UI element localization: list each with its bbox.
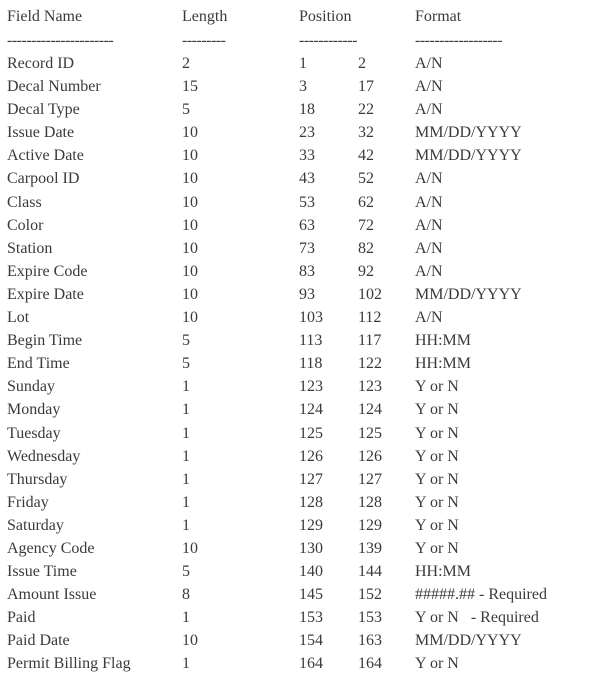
cell-length: 10 [182, 262, 198, 280]
cell-length: 10 [182, 124, 198, 142]
cell-length: 1 [182, 516, 190, 534]
cell-position-end: 163 [358, 632, 382, 650]
cell-length: 2 [182, 55, 190, 72]
cell-format: MM/DD/YYYY [415, 124, 522, 142]
cell-position-end: 144 [358, 563, 382, 581]
cell-position-start: 53 [299, 193, 315, 211]
table-row [0, 606, 601, 629]
cell-position-end: 124 [358, 401, 382, 419]
cell-position-start: 73 [299, 239, 315, 257]
cell-field-name: Tuesday [7, 424, 61, 442]
header-position: Position [299, 8, 352, 25]
cell-format: Y or N [415, 378, 459, 396]
table-row [0, 422, 601, 445]
cell-position-end: 128 [358, 493, 382, 511]
cell-position-end: 22 [358, 101, 374, 119]
cell-length: 1 [182, 447, 190, 465]
cell-position-start: 93 [299, 285, 315, 303]
cell-length: 8 [182, 586, 190, 604]
cell-field-name: Paid Date [7, 632, 70, 650]
cell-format: A/N [415, 262, 443, 280]
table-row [0, 191, 601, 214]
table-row [0, 375, 601, 398]
cell-field-name: Permit Billing Flag [7, 655, 131, 673]
table-row [0, 121, 601, 144]
cell-length: 10 [182, 309, 198, 327]
cell-length: 1 [182, 655, 190, 673]
cell-field-name: Wednesday [7, 447, 81, 465]
cell-format: Y or N [415, 470, 459, 488]
cell-position-end: 82 [358, 239, 374, 257]
separator-format: ------------------ [415, 32, 502, 49]
cell-format: A/N [415, 78, 443, 96]
cell-format: Y or N [415, 447, 459, 465]
cell-position-end: 62 [358, 193, 374, 211]
cell-position-end: 125 [358, 424, 382, 442]
cell-position-end: 72 [358, 216, 374, 234]
cell-field-name: Decal Type [7, 101, 80, 119]
cell-length: 5 [182, 355, 190, 373]
cell-field-name: Amount Issue [7, 586, 97, 604]
header-format: Format [415, 8, 462, 25]
cell-field-name: Expire Code [7, 262, 88, 280]
cell-field-name: Station [7, 239, 53, 257]
cell-field-name: Thursday [7, 470, 68, 488]
cell-position-end: 126 [358, 447, 382, 465]
cell-position-start: 103 [299, 309, 323, 327]
header-length: Length [182, 8, 228, 25]
cell-field-name: Monday [7, 401, 61, 419]
cell-length: 1 [182, 378, 190, 396]
cell-format: A/N [415, 309, 443, 327]
cell-length: 1 [182, 424, 190, 442]
cell-format: MM/DD/YYYY [415, 632, 522, 650]
cell-position-start: 113 [299, 332, 323, 350]
cell-position-start: 125 [299, 424, 323, 442]
cell-field-name: End Time [7, 355, 70, 373]
cell-position-start: 128 [299, 493, 323, 511]
cell-format: Y or N [415, 424, 459, 442]
cell-format: HH:MM [415, 332, 472, 350]
cell-format: Y or N [415, 401, 459, 419]
cell-field-name: Begin Time [7, 332, 83, 350]
cell-position-start: 83 [299, 262, 315, 280]
cell-format: MM/DD/YYYY [415, 285, 522, 303]
cell-format: Y or N [415, 655, 459, 673]
cell-length: 1 [182, 493, 190, 511]
separator-field-name: ---------------------- [7, 32, 114, 49]
cell-format: A/N [415, 216, 443, 234]
cell-field-name: Saturday [7, 516, 64, 534]
table-row [0, 75, 601, 98]
cell-position-end: 129 [358, 516, 382, 534]
cell-position-end: 127 [358, 470, 382, 488]
cell-position-start: 153 [299, 609, 323, 627]
cell-field-name: Agency Code [7, 539, 95, 557]
cell-field-name: Issue Date [7, 124, 75, 142]
cell-length: 10 [182, 239, 198, 257]
cell-position-end: 92 [358, 262, 374, 280]
table-row [0, 167, 601, 190]
cell-field-name: Issue Time [7, 563, 77, 581]
cell-position-start: 130 [299, 539, 323, 557]
cell-length: 5 [182, 332, 190, 350]
cell-position-start: 145 [299, 586, 323, 604]
cell-length: 1 [182, 609, 190, 627]
table-row [0, 652, 601, 675]
cell-field-name: Paid [7, 609, 36, 627]
cell-position-start: 123 [299, 378, 323, 396]
table-row [0, 329, 601, 352]
cell-field-name: Lot [7, 309, 30, 327]
cell-format: A/N [415, 193, 443, 211]
cell-field-name: Decal Number [7, 78, 101, 96]
table-row [0, 445, 601, 468]
cell-format: Y or N [415, 493, 459, 511]
cell-field-name: Sunday [7, 378, 55, 396]
table-row [0, 283, 601, 306]
cell-position-end: 112 [358, 309, 382, 327]
cell-position-end: 102 [358, 285, 382, 303]
cell-position-end: 32 [358, 124, 374, 142]
cell-position-end: 42 [358, 147, 374, 165]
cell-field-name: Carpool ID [7, 170, 80, 188]
table-row [0, 583, 601, 606]
cell-position-start: 43 [299, 170, 315, 188]
separator-length: --------- [182, 32, 226, 49]
cell-format: HH:MM [415, 355, 472, 373]
cell-position-start: 154 [299, 632, 323, 650]
cell-length: 10 [182, 147, 198, 165]
cell-length: 15 [182, 78, 198, 96]
cell-field-name: Expire Date [7, 285, 84, 303]
cell-format: A/N [415, 239, 443, 257]
cell-position-end: 164 [358, 655, 382, 673]
cell-length: 10 [182, 539, 198, 557]
table-header [0, 6, 601, 28]
table-row [0, 629, 601, 652]
table-row [0, 352, 601, 375]
cell-position-start: 33 [299, 147, 315, 165]
table-row [0, 560, 601, 583]
cell-format: A/N [415, 55, 443, 72]
cell-position-start: 164 [299, 655, 323, 673]
cell-length: 10 [182, 632, 198, 650]
table-row [0, 98, 601, 121]
table-row [0, 214, 601, 237]
cell-format: MM/DD/YYYY [415, 147, 522, 165]
cell-length: 10 [182, 170, 198, 188]
cell-position-end: 122 [358, 355, 382, 373]
cell-position-start: 129 [299, 516, 323, 534]
cell-position-start: 3 [299, 78, 307, 96]
cell-position-end: 2 [358, 55, 366, 72]
cell-length: 10 [182, 216, 198, 234]
cell-field-name: Friday [7, 493, 49, 511]
cell-position-end: 123 [358, 378, 382, 396]
cell-position-start: 126 [299, 447, 323, 465]
cell-format: A/N [415, 101, 443, 119]
cell-position-start: 1 [299, 55, 307, 72]
cell-position-start: 23 [299, 124, 315, 142]
cell-position-start: 124 [299, 401, 323, 419]
table-row [0, 468, 601, 491]
table-row [0, 306, 601, 329]
cell-position-end: 17 [358, 78, 374, 96]
cell-length: 10 [182, 193, 198, 211]
cell-field-name: Active Date [7, 147, 84, 165]
cell-position-start: 18 [299, 101, 315, 119]
cell-position-end: 52 [358, 170, 374, 188]
table-row [0, 260, 601, 283]
table-row [0, 52, 601, 75]
cell-position-start: 63 [299, 216, 315, 234]
cell-format: HH:MM [415, 563, 472, 581]
cell-position-end: 117 [358, 332, 382, 350]
cell-format: A/N [415, 170, 443, 188]
cell-position-end: 139 [358, 539, 382, 557]
cell-format: Y or N [415, 516, 459, 534]
cell-position-start: 118 [299, 355, 323, 373]
cell-format: Y or N - Required [415, 609, 539, 627]
separator-position: ------------ [299, 32, 357, 49]
table-row [0, 398, 601, 421]
cell-length: 5 [182, 563, 190, 581]
cell-position-start: 140 [299, 563, 323, 581]
table-row [0, 144, 601, 167]
cell-field-name: Color [7, 216, 44, 234]
table-row [0, 491, 601, 514]
table-row [0, 237, 601, 260]
record-layout-table [0, 52, 601, 676]
cell-position-end: 153 [358, 609, 382, 627]
cell-length: 1 [182, 470, 190, 488]
cell-field-name: Record ID [7, 55, 75, 72]
cell-position-start: 127 [299, 470, 323, 488]
cell-format: #####.## - Required [415, 586, 547, 604]
cell-length: 1 [182, 401, 190, 419]
cell-field-name: Class [7, 193, 42, 211]
cell-length: 5 [182, 101, 190, 119]
table-row [0, 514, 601, 537]
table-row [0, 537, 601, 560]
header-separator [0, 32, 601, 50]
cell-length: 10 [182, 285, 198, 303]
header-field-name: Field Name [7, 8, 83, 25]
cell-position-end: 152 [358, 586, 382, 604]
cell-format: Y or N [415, 539, 459, 557]
